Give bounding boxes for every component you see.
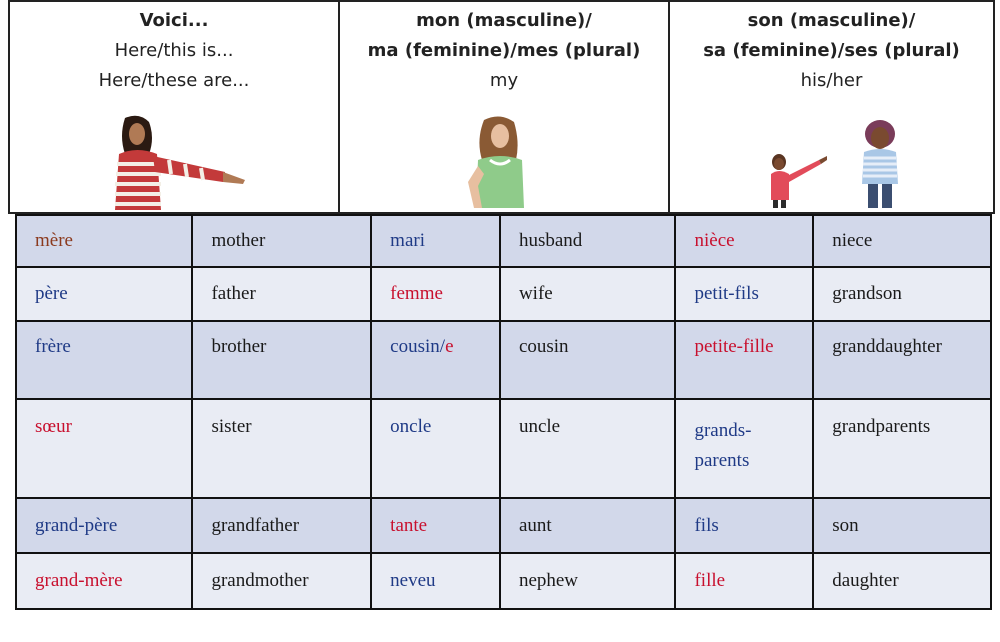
table-row (16, 498, 991, 553)
french-word: petit-fils (675, 267, 813, 321)
english-word: brother (192, 321, 371, 399)
possessive-my-translation: my (489, 70, 519, 91)
parents-part: parents (694, 450, 750, 471)
english-word: grandmother (192, 553, 371, 609)
english-word: wife (500, 267, 676, 321)
possessive-my-title-2: ma (feminine)/mes (plural) (367, 40, 641, 61)
person-standing-illustration (850, 118, 910, 210)
english-word: aunt (500, 498, 676, 553)
english-word: grandfather (192, 498, 371, 553)
english-word: nephew (500, 553, 676, 609)
cousin-feminine-ending: e (445, 336, 454, 357)
pointing-girl-illustration (105, 114, 255, 210)
table-row (16, 399, 991, 498)
possessive-my-title-1: mon (masculine)/ (416, 10, 592, 31)
french-word: frère (16, 321, 192, 399)
french-word: père (16, 267, 192, 321)
english-word: son (813, 498, 991, 553)
voici-translation-2: Here/these are... (98, 70, 250, 91)
table-row (16, 321, 991, 399)
english-word: uncle (500, 399, 676, 498)
english-word: mother (192, 215, 371, 267)
english-word: granddaughter (813, 321, 991, 399)
english-word: father (192, 267, 371, 321)
english-word: husband (500, 215, 676, 267)
possessive-his-her-title-2: sa (feminine)/ses (plural) (703, 40, 960, 61)
child-pointing-illustration (765, 120, 835, 208)
grands-part: grands- (694, 420, 752, 441)
french-word: oncle (371, 399, 500, 498)
table-row (16, 553, 991, 609)
english-word: cousin (500, 321, 676, 399)
french-word: mère (16, 215, 192, 267)
header-voici (10, 2, 340, 212)
cousin-separator: / (439, 336, 446, 357)
header-mon-ma-mes (340, 2, 670, 212)
girl-pointing-self-illustration (460, 116, 540, 210)
voici-title: Voici... (139, 10, 209, 31)
possessive-his-her-title-1: son (masculine)/ (747, 10, 916, 31)
french-word: tante (371, 498, 500, 553)
header-panel (8, 0, 995, 214)
french-word: mari (371, 215, 500, 267)
table-row (16, 267, 991, 321)
table-row (16, 215, 991, 267)
voici-translation-1: Here/this is... (114, 40, 234, 61)
header-son-sa-ses (670, 2, 993, 212)
french-word-grands-parents (675, 399, 813, 498)
vocabulary-table (15, 214, 992, 610)
english-word: grandparents (813, 399, 991, 498)
french-word: nièce (675, 215, 813, 267)
french-word: grand-père (16, 498, 192, 553)
french-word-cousin (371, 321, 500, 399)
english-word: niece (813, 215, 991, 267)
french-word: petite-fille (675, 321, 813, 399)
french-word: sœur (16, 399, 192, 498)
english-word: grandson (813, 267, 991, 321)
english-word: sister (192, 399, 371, 498)
cousin-masculine: cousin (390, 336, 440, 357)
french-word: femme (371, 267, 500, 321)
french-word: fille (675, 553, 813, 609)
french-word: grand-mère (16, 553, 192, 609)
english-word: daughter (813, 553, 991, 609)
possessive-his-her-translation: his/her (800, 70, 863, 91)
french-word: neveu (371, 553, 500, 609)
french-word: fils (675, 498, 813, 553)
